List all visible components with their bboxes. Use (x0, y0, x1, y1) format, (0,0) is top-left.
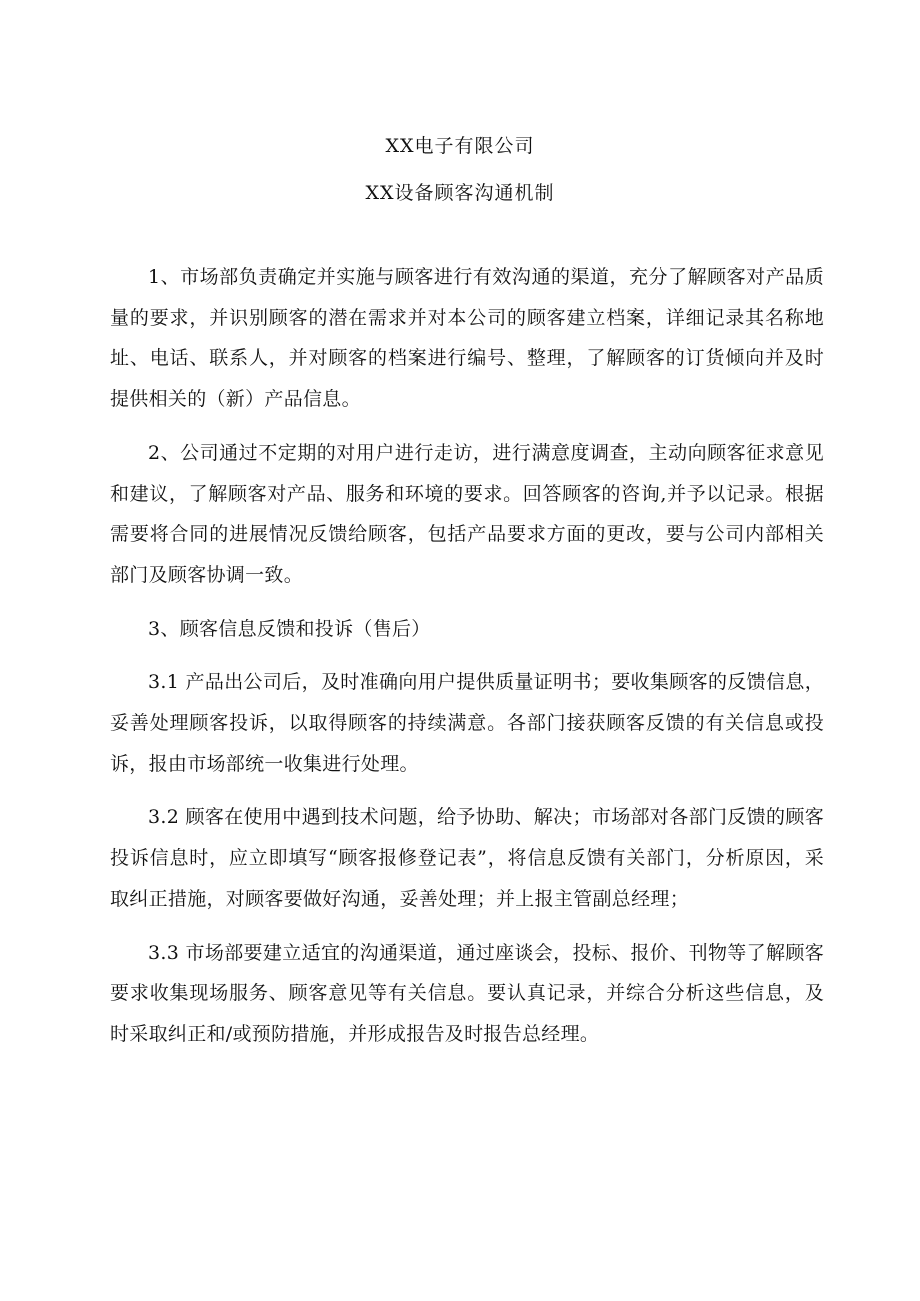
company-title: XX电子有限公司 (385, 135, 535, 157)
paragraph-3-3: 3.3 市场部要建立适宜的沟通渠道，通过座谈会，投标、报价、刊物等了解顾客要求收集现场服务、顾客意见等有关信息。要认真记录，并综合分析这些信息，及时采取纠正和/或预防措施，并形成报告及时报告总经理。 (110, 941, 824, 1045)
paragraph-2: 2、公司通过不定期的对用户进行走访，进行满意度调查，主动向顾客征求意见和建议，了解顾客对产品、服务和环境的要求。回答顾客的咨询,并予以记录。根据需要将合同的进展情况反馈给顾客，包括产品要求方面的更改，要与公司内部相关部门及顾客协调一致。 (110, 441, 824, 586)
section-3-heading: 3、顾客信息反馈和投诉（售后） (148, 617, 431, 640)
paragraph-3-1: 3.1 产品出公司后，及时准确向用户提供质量证明书；要收集顾客的反馈信息，妥善处理顾客投诉，以取得顾客的持续满意。各部门接获顾客反馈的有关信息或投诉，报由市场部统一收集进行处理。 (110, 671, 824, 775)
paragraph-3-2: 3.2 顾客在使用中遇到技术问题，给予协助、解决；市场部对各部门反馈的顾客投诉信息时，应立即填写“顾客报修登记表”，将信息反馈有关部门，分析原因，采取纠正措施，对顾客要做好沟通，妥善处理；并上报主管副总经理； (110, 806, 824, 910)
document-body (110, 257, 824, 1068)
paragraph-1: 1、市场部负责确定并实施与顾客进行有效沟通的渠道，充分了解顾客对产品质量的要求，并识别顾客的潜在需求并对本公司的顾客建立档案，详细记录其名称地址、电话、联系人，并对顾客的档案进行编号、整理，了解顾客的订货倾向并及时提供相关的（新）产品信息。 (110, 266, 824, 411)
document-title: XX设备顾客沟通机制 (365, 182, 555, 204)
